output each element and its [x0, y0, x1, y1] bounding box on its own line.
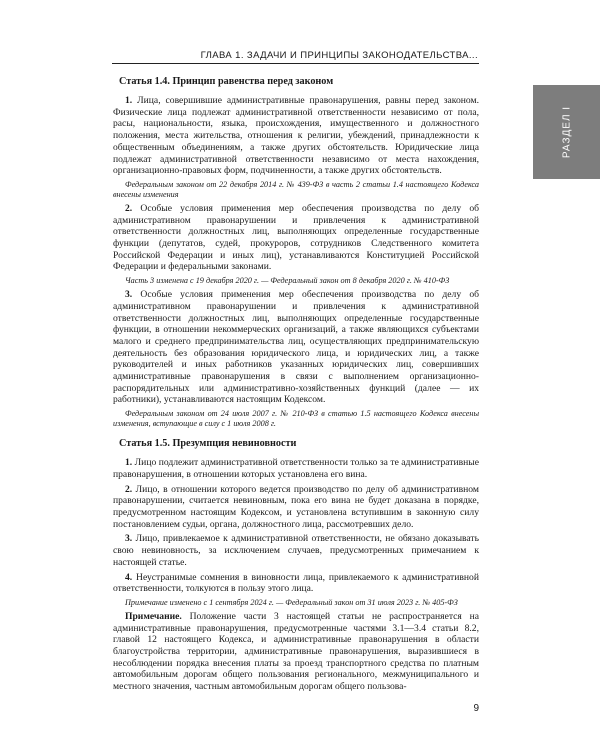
section-tab — [533, 85, 600, 179]
remark-label: Примечание. — [125, 610, 182, 622]
paragraph-text: Лицо подлежит административной ответственности только за те административные правонарушения, в отношении которых установлена его вина. — [113, 457, 479, 480]
paragraph-number: 1. — [125, 95, 133, 106]
paragraph — [113, 533, 479, 568]
paragraph — [113, 203, 479, 273]
section-tab-label: РАЗДЕЛ I — [561, 105, 572, 159]
amendment-note: Примечание изменено с 1 сентября 2024 г. — Федеральный закон от 31 июля 2023 г. № 405-ФЗ — [125, 597, 458, 607]
paragraph-text: Положение части 3 настоящей статьи не распространяется на административные правонарушения, предусмотренные частями 3.1—3.4 статьи 8.2, главой 12 настоящего Кодекса, и административные правонарушения в области благоустройства территории, административные правонарушения, выразившиеся в несоблюдении порядка внесения платы за проезд транспортного средства по платным автомобильным дорогам общего пользования регионального, межмуниципального и местного значения, частным автомобильным дорогам общего пользова- — [113, 610, 479, 693]
amendment-note: Часть 3 изменена с 19 декабря 2020 г. — Федеральный закон от 8 декабря 2020 г. № 410-ФЗ — [125, 276, 450, 286]
paragraph — [113, 289, 479, 406]
paragraph-text: Неустранимые сомнения в виновности лица, привлекаемого к административной ответственности, толкуются в пользу этого лица. — [113, 571, 479, 595]
header-divider — [112, 63, 479, 64]
paragraph-number: 2. — [125, 483, 133, 495]
paragraph-text: Лица, совершившие административные правонарушения, равны перед законом. Физические лица подлежат административной ответственности независимо от пола, расы, национальности, языка, происхождения, имущественного и должностного положения, места жительства, отношения к религии, убеждений, принадлежности к общественным объединениям, а также других обстоятельств. Юридические лица подлежат административной ответственности независимо от места нахождения, организационно-правовых форм, подчиненности, а также других обстоятельств. — [113, 95, 479, 177]
paragraph — [113, 484, 479, 531]
paragraph-text: Особые условия применения мер обеспечения производства по делу об административном правонарушении и привлечения к административной ответственности должностных лиц, выполняющих определенные государственные функции (депутатов, судей, прокуроров, сотрудников Следственного комитета Российской Федерации и иных лиц), устанавливаются Конституцией Российской Федерации и федеральными законами. — [113, 202, 479, 273]
paragraph — [113, 572, 479, 595]
paragraph — [113, 611, 479, 693]
paragraph-number: 2. — [125, 202, 133, 214]
running-header: ГЛАВА 1. ЗАДАЧИ И ПРИНЦИПЫ ЗАКОНОДАТЕЛЬСТВА... — [200, 50, 478, 61]
paragraph — [113, 95, 479, 177]
amendment-note: Федеральным законом от 24 июля 2007 г. № 210-ФЗ в статью 1.5 настоящего Кодекса внесены изменения, вступающие в силу с 1 июля 2008 г. — [113, 409, 479, 429]
paragraph-text: Особые условия применения мер обеспечения производства по делу об административном правонарушении и привлечения к административной ответственности должностных лиц, выполняющих определенные государственные функции, в отношении некоммерческих организаций, а также являющихся субъектами малого и среднего предпринимательства лиц, осуществляющих предпринимательскую деятельность без образования юридического лица, и юридических лиц, а также руководителей и иных работников указанных юридических лиц, совершивших административные правонарушения в связи с выполнением организационно-распорядительных или административно-хозяйственных функций (далее — их работники), устанавливаются настоящим Кодексом. — [113, 289, 479, 406]
paragraph-text: Лицо, в отношении которого ведется производство по делу об административном правонарушении, считается невиновным, пока его вина не будет доказана в порядке, предусмотренном настоящим Кодексом, и установлена вступившим в законную силу постановлением судьи, органа, должностного лица, рассмотревших дело. — [113, 483, 479, 530]
page-number: 9 — [473, 703, 479, 714]
paragraph — [113, 457, 479, 480]
paragraph-text: Лицо, привлекаемое к административной ответственности, не обязано доказывать свою невиновность, за исключением случаев, предусмотренных примечанием к настоящей статье. — [113, 533, 479, 568]
paragraph-number: 1. — [125, 457, 133, 469]
paragraph-number: 3. — [125, 533, 133, 545]
article-heading: Статья 1.4. Принцип равенства перед законом — [119, 76, 334, 87]
article-heading: Статья 1.5. Презумпция невиновности — [119, 438, 297, 450]
paragraph-number: 3. — [125, 289, 133, 301]
paragraph-number: 4. — [125, 571, 133, 583]
page-body — [113, 72, 479, 696]
amendment-note: Федеральным законом от 22 декабря 2014 г. № 439-ФЗ в часть 2 статьи 1.4 настоящего Кодекса внесены изменения — [113, 179, 479, 199]
